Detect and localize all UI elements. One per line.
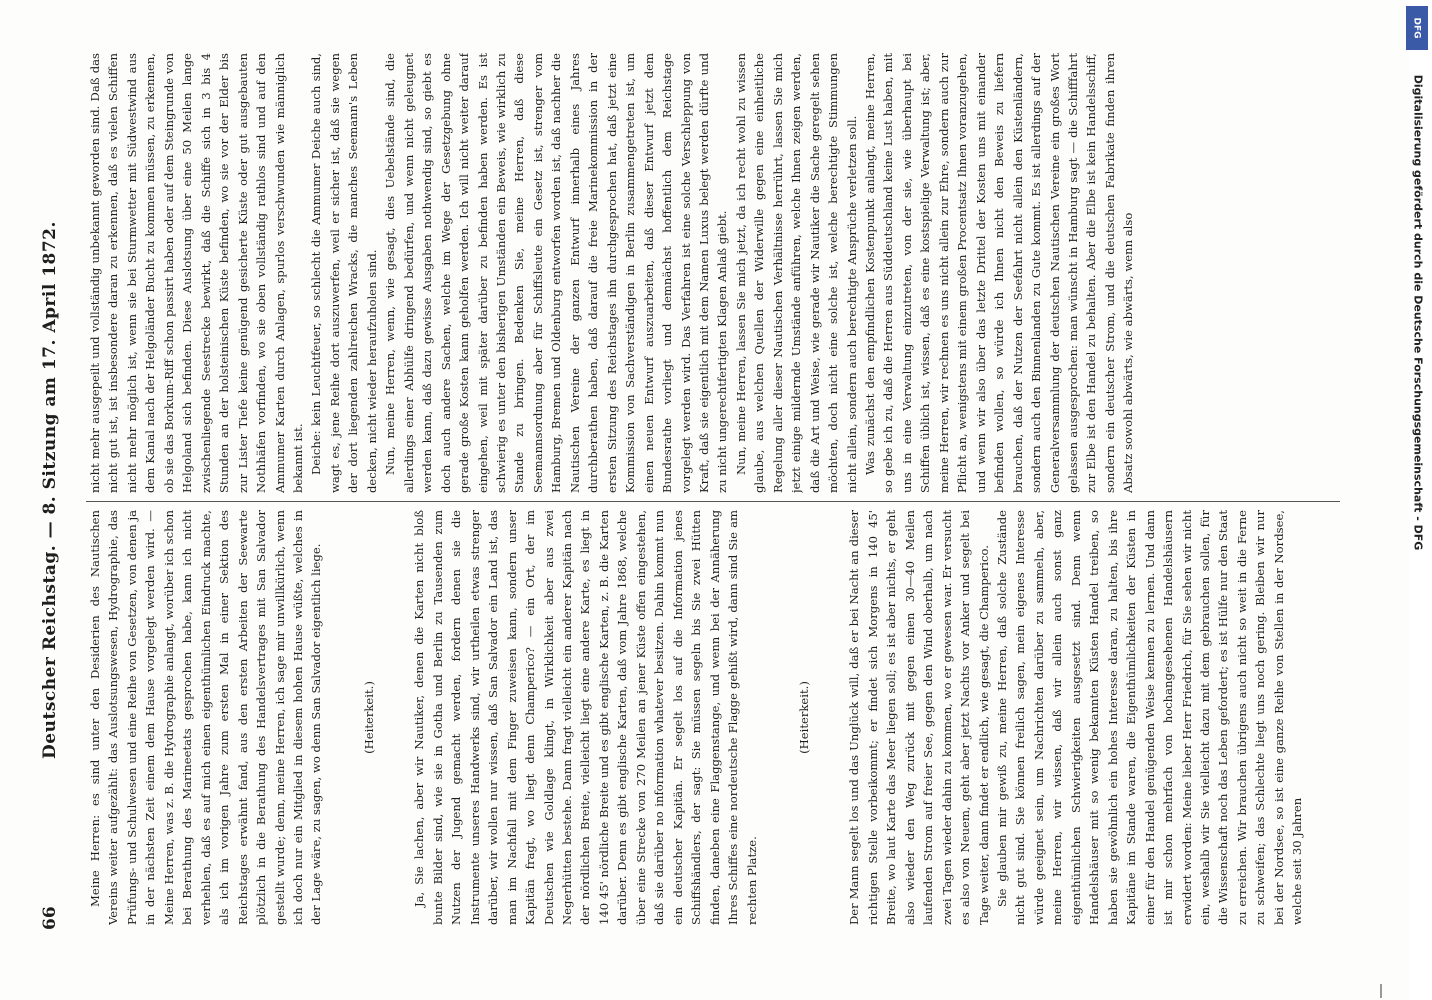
paragraph: Was zunächst den empfindlichen Kostenpunkt anlangt, meine Herren, so gebe ich zu, daß die Herren aus Süddeutschland keine Lust haben, mit uns in eine Verwaltung einzutreten, von der sie, wie überhaupt bei Schiffen üblich ist, wissen, daß es eine kostspielige Verwaltung ist; aber, meine Herren, wir rechnen es uns nicht allein zur Ehre, sondern auch zur Pflicht an, wenigstens mit einem großen Procentsatz Ihnen voranzugehen, und wenn wir also über das letzte Drittel der Kosten uns mit einander befinden wollen, so würde ich Ihnen nicht den Beweis zu liefern brauchen, daß der Nutzen der Seefahrt nicht allein den Küstenländern, sondern auch den Binnenlanden zu Gute kommt. Es ist allerdings auf der Generalversammlung der deutschen Nautischen Vereine ein großes Wort gelassen ausgesprochen: man wünscht in Hamburg sagt — die Schifffahrt zur Elbe ist den Handel zu behalten. Aber die Elbe ist kein Handelsschiff, sondern ein deutscher Strom, und die deutschen Fabrikate finden ihren Absatz sowohl abwärts, wie abwärts, wenn also: [863, 53, 1136, 493]
paragraph: Meine Herren: es sind unter den Desiderien des Nautischen Vereins weiter aufgezählt: das Auslotsungswesen, Hydrographie, das Prüfungs- und Schulwesen und eine Reihe von Gesetzen, von denen ja in der nächsten Zeit einem dem Hause vorgelegt werden wird. — Meine Herren, was z. B. die Hydrographie anlangt, worüber ich schon bei Berathung des Marineetats gesprochen habe, kann ich nicht verhehlen, daß es auf mich einen eigenthümlichen Eindruck machte, als ich im vorigen Jahre zum ersten Mal in einer Sektion des Reichstages erwähnt fand, aus den ersten Arbeiten der Seewarte plötzlich in die Berathung des Handelsvertrages mit San Salvador gestellt wurde; denn, meine Herren, ich sage mir unwillkürlich, wenn ich doch nur ein Mitglied in diesem hohen Hause wüßte, welches in der Lage wäre, zu sagen, wo denn San Salvador eigentlich liege.: [88, 510, 324, 925]
paragraph: Der Mann segelt los und das Unglück will, daß er bei Nacht an dieser richtigen Stelle vorbeikommt; er findet sich Morgens in 140 45' Breite, wo laut Karte das Meer liegen soll; es ist aber nichts, er geht also wieder den Weg zurück mit gegen einen 30—40 Meilen laufenden Strom auf freier See, gegen den Wind oberhalb, um nach zwei Tagen wieder dahin zu kommen, wo er gewesen war. Er versucht es also von Neuem, geht aber jetzt Nachts vor Anker und segelt bei Tage weiter, dann findet er endlich, wie gesagt, die Champerico.: [847, 510, 991, 925]
dfg-logo-text: DFG: [1411, 17, 1422, 39]
paragraph: Nun, meine Herren, wenn, wie gesagt, dies Uebelstände sind, die allerdings einer Abhülfe dringend bedürfen, und wenn nicht geleugnet werden kann, daß dazu gewisse Ausgaben nothwendig sind, so giebt es doch auch andere Sachen, welche im Wege der Gesetzgebung ohne gerade große Kosten kann geholfen werden. Ich will nicht weiter darauf eingehen, weil mit später darüber zu befinden haben werden. Es ist schwierig es unter den bisherigen Umständen ein Beweis, wie wirklich zu Stande zu bringen. Bedenken Sie, meine Herren, daß diese Seemannsordnung aber für Schiffsleute ein Gesetz ist, strenger vom Hamburg, Bremen und Oldenburg entworfen worden ist, daß nachher die Nautischen Vereine der ganzen Entwurf innerhalb eines Jahres durchberathen haben, daß darauf die freie Marinekommission in der ersten Sitzung des Reichstages ihn durchgesprochen hat, daß jetzt eine Kommission von Sachverständigen in Berlin zusammengetreten ist, um einen neuen Entwurf auszuarbeiten, daß dieser Entwurf jetzt dem Bundesrathe vorliegt und demnächst hoffentlich dem Reichstage vorgelegt werden wird. Das Verfahren ist eine solche Verschleppung von Kraft, daß sie eigentlich mit dem Namen Luxus belegt werden dürfte und zu nicht ungerechtfertigten Klagen Anlaß giebt.: [383, 53, 730, 493]
paragraph: Ja, Sie lachen, aber wir Nautiker, denen die Karten nicht bloß bunte Bilder sind, wie sie in Gotha und Berlin zu Tausenden zum Nutzen der Jugend gemacht werden, fordern denen sie die Instrumente unseres Handwerks sind, wir urtheilen etwas strenger darüber, wir wollen nur wissen, daß San Salvador ein Land ist, das man im Nachfall mit dem Finger zuweisen kann, sondern unser Kapitän fragt, wo liegt denn Champerico? — ein Ort, der im Deutschen wie Goldlage klingt, in Wirklichkeit aber aus zwei Negerhütten bestehe. Dann fragt vielleicht ein anderer Kapitän nach der nördlichen Breite, vielleicht liegt eine andere Karte, es liegt in 140 45' nördliche Breite und es gibt englische Karten, z. B. die Karten darüber. Denn es gibt englische Karten, daß vom Jahre 1868, welche über eine Strecke von 270 Meilen an jener Küste offen eingestehen, daß sie darüber no information whatever besitzen. Dahin kommt nun ein deutscher Kapitän. Er segelt los auf die Information jenes Schiffshändlers, der sagt: Sie müssen segeln bis Sie zwei Hütten finden, daneben eine Flaggenstange, und wenn bei der Annäherung Ihres Schiffes eine nordeutsche Flagge gehißt wird, dann sind Sie am rechten Platze.: [412, 510, 759, 925]
running-title: Deutscher Reichstag. — 8. Sitzung am 17. April 1872.: [40, 221, 60, 759]
interjection: (Heiterkeit.): [796, 681, 811, 754]
digitization-margin: [1400, 0, 1432, 1000]
digitization-credit-text: Digitalisierung gefördert durch die Deutsche Forschungsgemeinschaft - DFG: [1411, 74, 1425, 550]
interjection: (Heiterkeit.): [361, 681, 376, 754]
column-divider: [86, 501, 1340, 502]
paragraph: Deiche: kein Leuchtfeuer, so schlecht die Ammumer Deiche auch sind, wagt es, jene Reihe dort auszuwerfen, weil er sicher ist, daß sie wegen der dort liegenden zahlreichen Wracks, die manches Seemann's Leben decken, nicht wieder heraufzuholen sind.: [309, 53, 379, 493]
page-number: 66: [40, 906, 60, 930]
paragraph: nicht mehr ausgepeilt und vollständig unbekannt geworden sind. Daß das nicht gut ist, ist insbesondere daran zu erkennen, daß es vielen Schiffen nicht mehr möglich ist, wenn sie bei Sturmwetter mit Südwestwind aus dem Kanal nach der Helgoländer Bucht zu kommen müssen, zu erkennen, ob sie das Borkum-Riff schon passirt haben oder auf dem Steingrunde von Helgoland sich befinden. Diese Auslotsung über eine 50 Meilen lange zwischenliegende Seestrecke bewirkt, daß die Schiffe sich in 3 bis 4 Stunden an der holsteinischen Küste befinden, wo sie vor der Elder bis zur Lister Tiefe keine genügend gesicherte Küste oder gut ausgebauten Nothhäfen vorfinden, wo sie oben vollständig rathlos sind und auf den Ammumer Karten durch Anlagen, spurlos verschwunden wie männiglich bekannt ist.: [88, 53, 305, 493]
scan-edge-mark: [1380, 984, 1392, 998]
right-column: [86, 53, 1370, 493]
digitization-credit: [1398, 52, 1432, 572]
paragraph: Sie glauben mir gewiß zu, meine Herren, daß solche Zustände nicht gut sind. Sie können freilich sagen, mein eigenes Interesse würde geeignet sein, um Nachrichten darüber zu sammeln, aber, meine Herren, wir wissen, daß wir allein auch sonst ganz eigenthümlichen Schwierigkeiten ausgesetzt sind. Denn wenn Handelshäuser mit so wenig bekannten Küsten Handel treiben, so haben sie gewöhnlich ein hohes Interesse daran, zu halten, bis ihre Kapitäne im Stande waren, die Eigenthümlichkeiten der Küsten in einer für den Handel genügenden Weise kennen zu lernen. Und dann ist mir schon mehrfach von hochangesehenen Handelshäusern erwidert worden: Meine lieber Herr Friedrich, für Sie sehen wir nicht ein, weshalb wir Sie vielleicht dazu mit dem gebrauchen sollen, für die Wissenschaft noch das Leben gefordert; es ist Hülfe nur den Staat zu erreichen. Wir brauchen übrigens auch nicht so weit in die Ferne zu schweifen; das Schlechte liegt uns noch gering. Bleiben wir nur bei der Nordsee, so ist eine ganze Reihe von Stellen in der Nordsee, welche seit 30 Jahren: [995, 510, 1305, 925]
left-column: [86, 510, 1370, 925]
paragraph: Nun, meine Herren, lassen Sie mich jetzt, da ich recht wohl zu wissen glaube, aus welchen Quellen der Widerwille gegen eine einheitliche Regelung aller dieser Nautischen Verhältnisse herrührt, lassen Sie mich jetzt einige mildernde Umstände anführen, welche Ihnen zeigen werden, daß die Art und Weise, wie gerade wir Nautiker die Sache geregelt sehen möchten, doch nicht eine solche ist, welche berechtigte Stimmungen nicht allein, sondern auch berechtigte Ansprüche verletzen soll.: [733, 53, 859, 493]
page-header: [40, 50, 68, 930]
dfg-logo-icon: [1406, 6, 1428, 50]
